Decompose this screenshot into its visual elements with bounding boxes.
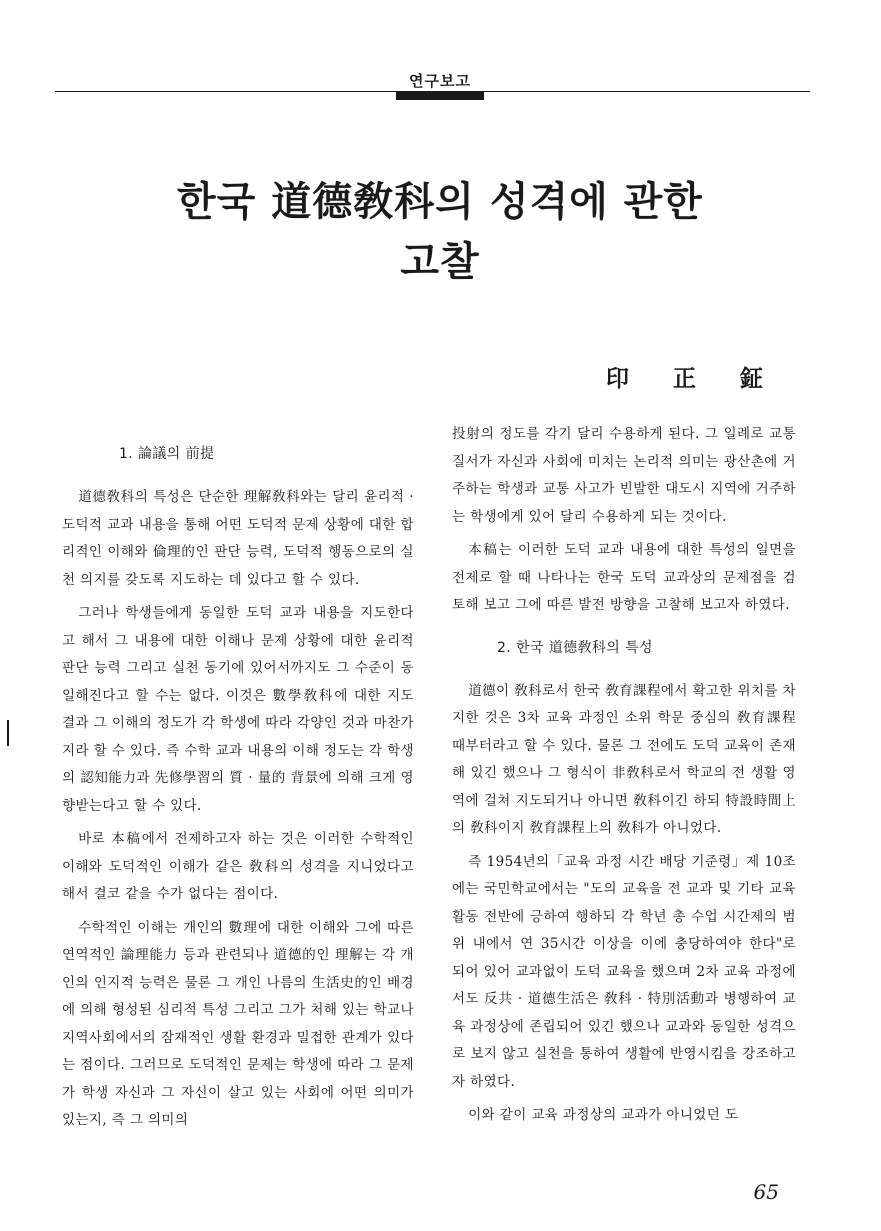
- body-paragraph: 本稿는 이러한 도덕 교과 내용에 대한 특성의 일면을 전제로 할 때 나타나는 한국 도덕 교과상의 문제점을 검토해 보고 그에 따른 발전 방향을 고찰해 보고자 하였다.: [452, 542, 796, 613]
- body-paragraph: 道德敎科의 특성은 단순한 理解敎科와는 달리 윤리적 · 도덕적 교과 내용을 통해 어떤 도덕적 문제 상황에 대한 합리적인 이해와 倫理的인 판단 능력, 도덕적 행동으로의 실천 의지를 갖도록 지도하는 데 있다고 할 수 있다.: [62, 489, 414, 588]
- section-heading-2: 2. 한국 道德敎科의 특성: [497, 639, 653, 656]
- section-heading-1: 1. 論議의 前提: [119, 446, 215, 462]
- body-paragraph: 수학적인 이해는 개인의 數理에 대한 이해와 그에 따른 연역적인 論理能力 등과 관련되나 道德的인 理解는 각 개인의 인지적 능력은 물론 그 개인 나름의 生活史的인 배경에 의해 형성된 심리적 특성 그리고 그가 처해 있는 학교나 지역사회에서의 잠재적인 생활 환경과 밀접한 관계가 있다는 점이다. 그러므로 도덕적인 문제는 학생에 따라 그 문제가 학생 자신과 그 자신이 살고 있는 사회에 어떤 의미가 있는지, 즉 그 의미의: [62, 919, 414, 1128]
- right-column: [452, 421, 796, 1136]
- body-paragraph: 道德이 敎科로서 한국 敎育課程에서 확고한 위치를 차지한 것은 3차 교육 과정인 소위 학문 중심의 敎育課程 때부터라고 할 수 있다. 물론 그 전에도 도덕 교육이 존재해 있긴 했으나 그 형식이 非敎科로서 학교의 전 생활 영역에 걸쳐 지도되거나 아니면 敎科이긴 하되 特設時間上의 敎科이지 敎育課程上의 敎科가 아니었다.: [452, 682, 796, 836]
- body-paragraph: 바로 本稿에서 전제하고자 하는 것은 이러한 수학적인 이해와 도덕적인 이해가 같은 敎科의 성격을 지니었다고 해서 결코 같을 수가 없다는 점이다.: [62, 831, 414, 902]
- section-label: 연구보고: [409, 72, 471, 90]
- author-name: 印 正 鉦: [605, 366, 781, 392]
- header-rule-accent: [396, 92, 484, 100]
- body-paragraph: 이와 같이 교육 과정상의 교과가 아니었던 도: [468, 1107, 739, 1123]
- margin-mark: [7, 720, 9, 746]
- title-line-2: 고찰: [400, 238, 480, 285]
- page-number: 65: [753, 1180, 779, 1204]
- body-paragraph: 投射의 정도를 각기 달리 수용하게 된다. 그 일례로 교통 질서가 자신과 사회에 미치는 논리적 의미는 광산촌에 거주하는 학생과 교통 사고가 빈발한 대도시 지역에 거주하는 학생에게 있어 달리 수용하게 되는 것이다.: [452, 426, 796, 525]
- title-line-1: 한국 道德敎科의 성격에 관한: [177, 178, 703, 225]
- body-paragraph: 즉 1954년의「교육 과정 시간 배당 기준령」제 10조에는 국민학교에서는 "도의 교육을 전 교과 및 기타 교육 활동 전반에 긍하여 행하되 각 학년 총 수업 시간제의 범위 내에서 연 35시간 이상을 이에 충당하여야 한다"로 되어 있어 교과없이 도덕 교육을 했으며 2차 교육 과정에서도 反共 · 道德生活은 敎科 · 特別活動과 병행하여 교육 과정상에 존립되어 있긴 했으나 교과와 동일한 성격으로 보지 않고 실천을 통하여 생활에 반영시킴을 강조하고자 하였다.: [452, 853, 796, 1090]
- article-title: [60, 172, 820, 292]
- left-column: [62, 441, 414, 1141]
- body-paragraph: 그러나 학생들에게 동일한 도덕 교과 내용을 지도한다고 해서 그 내용에 대한 이해나 문제 상황에 대한 윤리적 판단 능력 그리고 실천 동기에 있어서까지도 그 수준이 동일해진다고 할 수는 없다. 이것은 數學敎科에 대한 지도 결과 그 이해의 정도가 각 학생에 따라 각양인 것과 마찬가지라 할 수 있다. 즉 수학 교과 내용의 이해 정도는 각 학생의 認知能力과 先修學習의 質 · 量的 背景에 의해 크게 영향받는다고 할 수 있다.: [62, 605, 414, 814]
